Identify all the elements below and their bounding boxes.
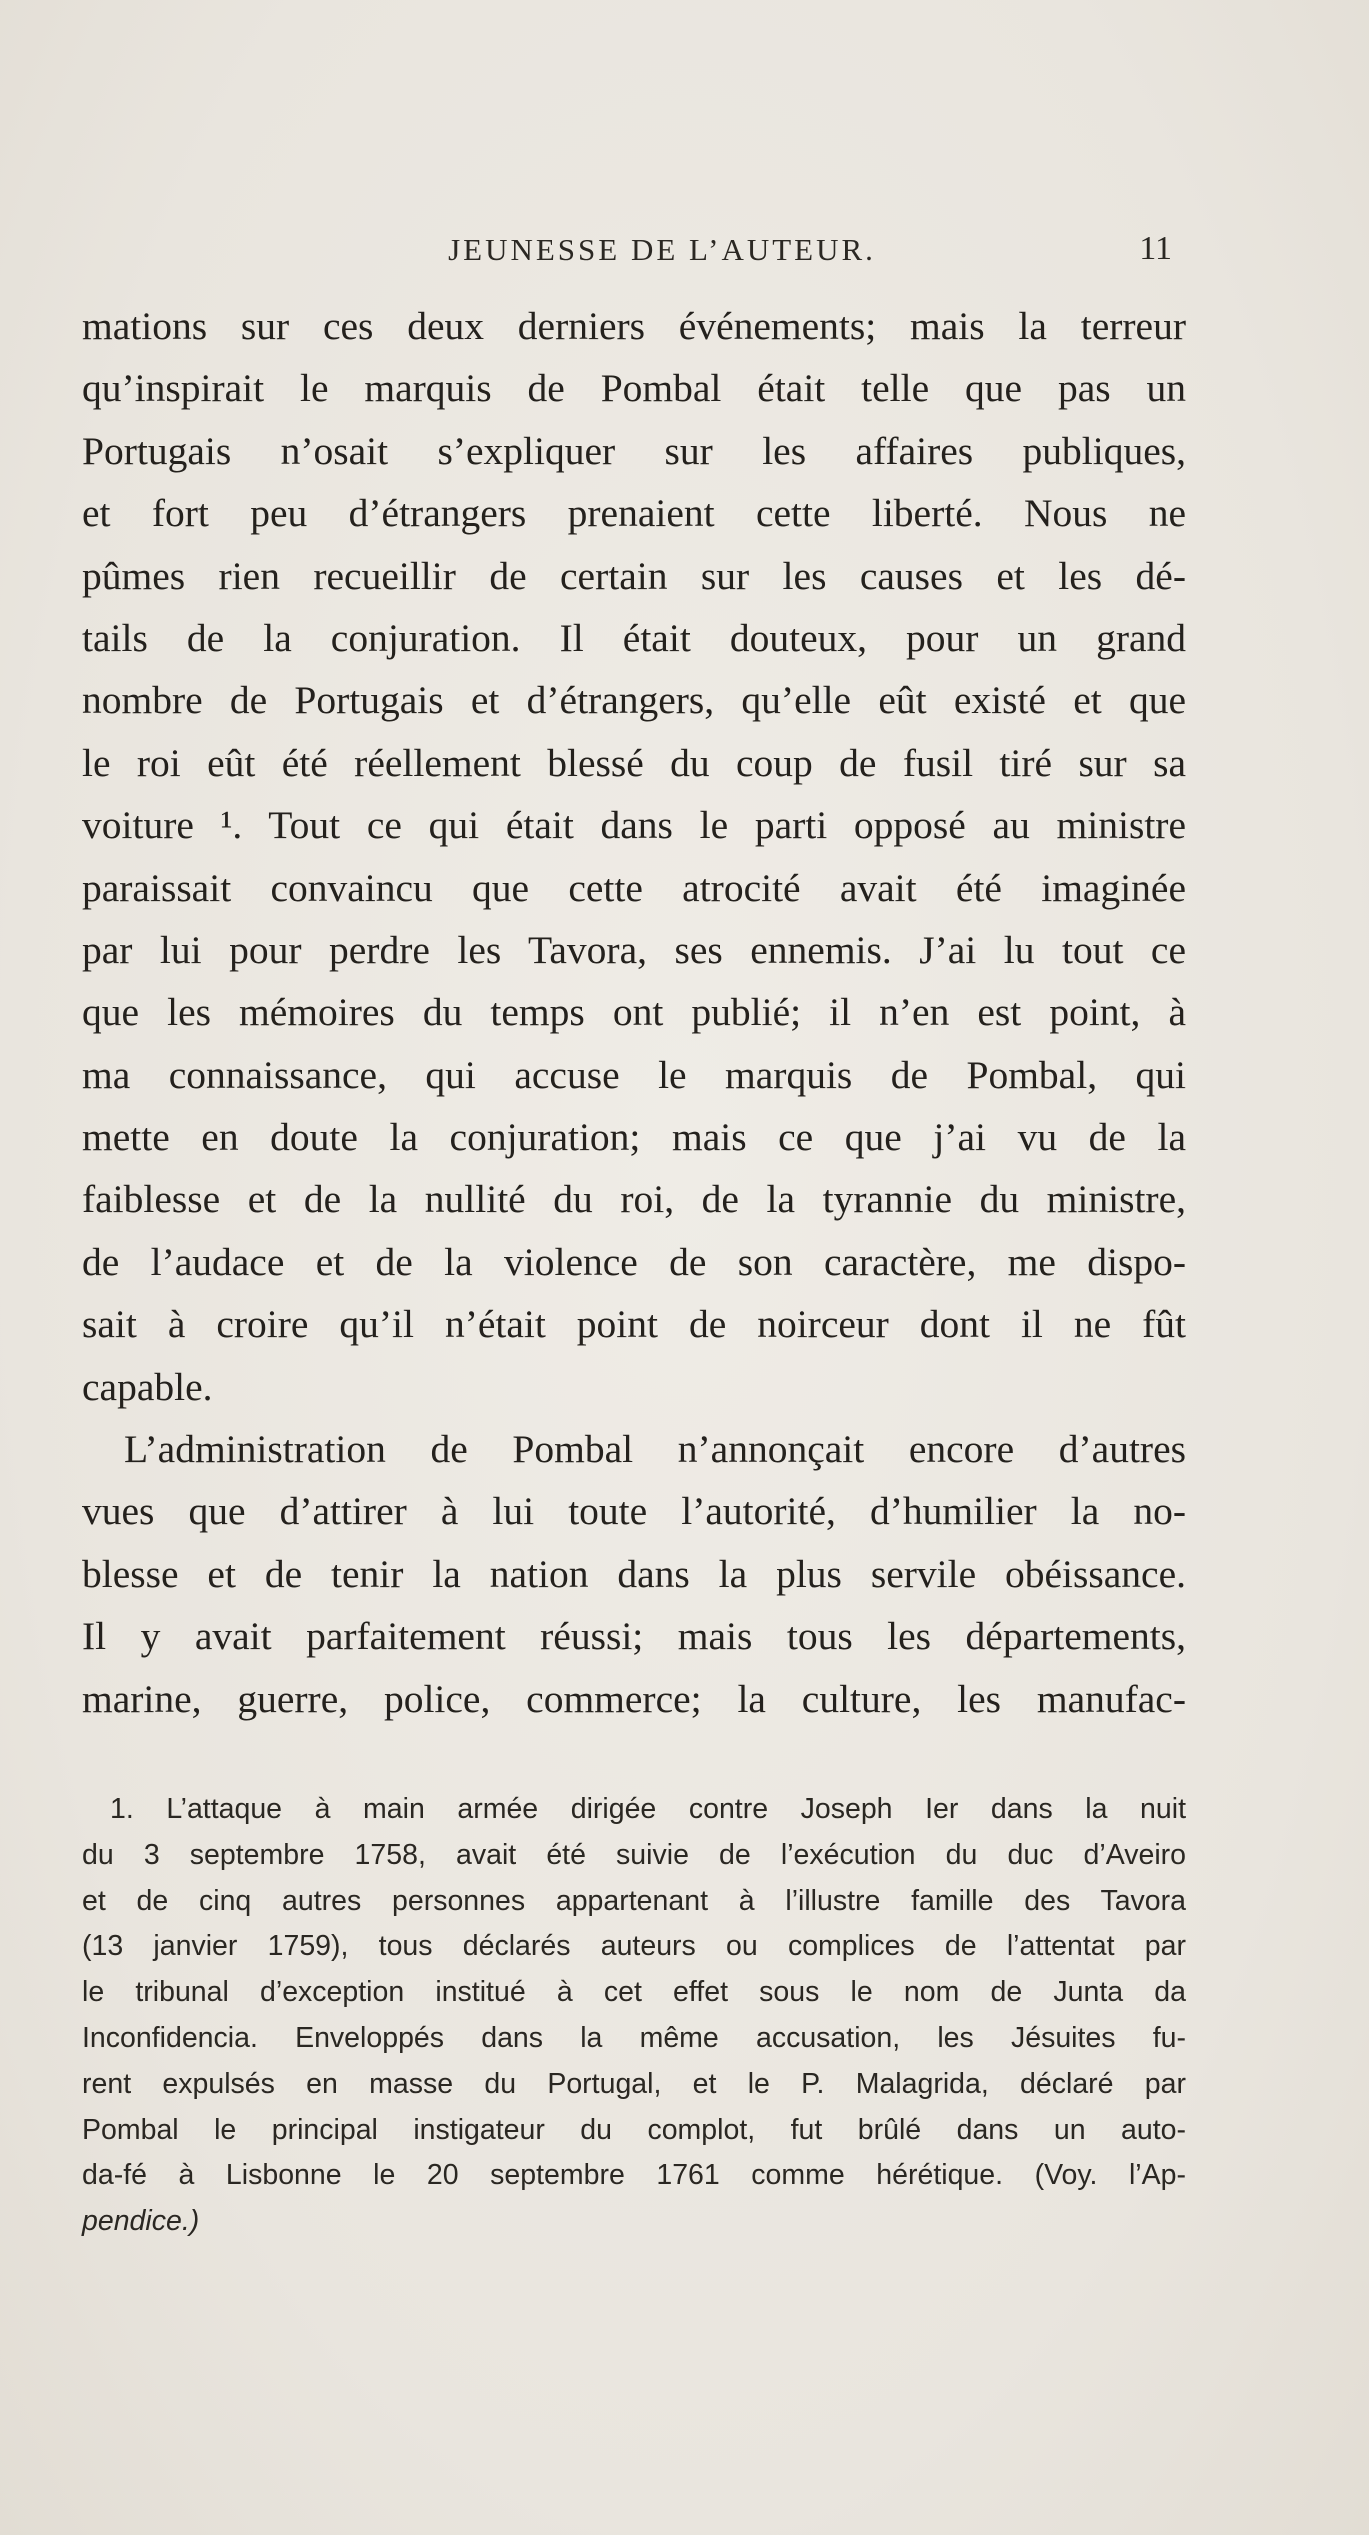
footnote-line: (13 janvier 1759), tous déclarés auteurs ou complices de l’attentat par [82,1930,1186,1963]
footnote-line: pendice.) [82,2205,200,2238]
text-line: marine, guerre, police, commerce; la culture, les manufac- [82,1676,1186,1721]
footnote-line: 1. L’attaque à main armée dirigée contre Joseph Ier dans la nuit [110,1793,1186,1825]
footnote-line: da-fé à Lisbonne le 20 septembre 1761 comme hérétique. (Voy. l’Ap- [82,2159,1186,2192]
text-line: paraissait convaincu que cette atrocité avait été imaginée [82,865,1186,910]
text-line: voiture ¹. Tout ce qui était dans le parti opposé au ministre [82,803,1186,848]
text-line: pûmes rien recueillir de certain sur les causes et les dé- [82,553,1186,598]
text-line: nombre de Portugais et d’étrangers, qu’elle eût existé et que [82,678,1186,723]
text-line: de l’audace et de la violence de son caractère, me dispo- [82,1239,1186,1284]
main-text [82,295,1186,1730]
page-number: 11 [1139,230,1172,267]
text-line: qu’inspirait le marquis de Pombal était telle que pas un [82,366,1186,411]
footnote-line: le tribunal d’exception institué à cet effet sous le nom de Junta da [82,1976,1186,2009]
running-header [82,224,1188,274]
text-line: le roi eût été réellement blessé du coup de fusil tiré sur sa [82,740,1186,785]
text-line: L’administration de Pombal n’annonçait encore d’autres [124,1427,1186,1472]
text-line: que les mémoires du temps ont publié; il n’en est point, à [82,990,1186,1035]
text-line: Portugais n’osait s’expliquer sur les affaires publiques, [82,428,1186,473]
footnote-line: et de cinq autres personnes appartenant à l’illustre famille des Tavora [82,1884,1186,1917]
text-line: vues que d’attirer à lui toute l’autorité, d’humilier la no- [82,1489,1186,1534]
text-line: sait à croire qu’il n’était point de noirceur dont il ne fût [82,1302,1186,1347]
text-line: ma connaissance, qui accuse le marquis de Pombal, qui [82,1052,1186,1097]
footnote-line: du 3 septembre 1758, avait été suivie de l’exécution du duc d’Aveiro [82,1838,1186,1871]
footnote-line: Inconfidencia. Enveloppés dans la même accusation, les Jésuites fu- [82,2021,1186,2054]
text-line: capable. [82,1364,213,1409]
footnote [82,1787,1186,2245]
running-title: JEUNESSE DE L’AUTEUR. [448,232,876,267]
footnote-line: rent expulsés en masse du Portugal, et le P. Malagrida, déclaré par [82,2067,1186,2100]
text-line: tails de la conjuration. Il était douteux, pour un grand [82,615,1186,660]
text-line: mations sur ces deux derniers événements; mais la terreur [82,304,1186,348]
text-line: par lui pour perdre les Tavora, ses ennemis. J’ai lu tout ce [82,927,1186,972]
text-line: Il y avait parfaitement réussi; mais tous les départements, [82,1614,1186,1659]
text-line: faiblesse et de la nullité du roi, de la tyrannie du ministre, [82,1177,1186,1222]
text-line: et fort peu d’étrangers prenaient cette liberté. Nous ne [82,491,1186,536]
footnote-line: Pombal le principal instigateur du complot, fut brûlé dans un auto- [82,2113,1186,2146]
text-line: mette en doute la conjuration; mais ce que j’ai vu de la [82,1115,1186,1160]
text-line: blesse et de tenir la nation dans la plus servile obéissance. [82,1551,1186,1596]
